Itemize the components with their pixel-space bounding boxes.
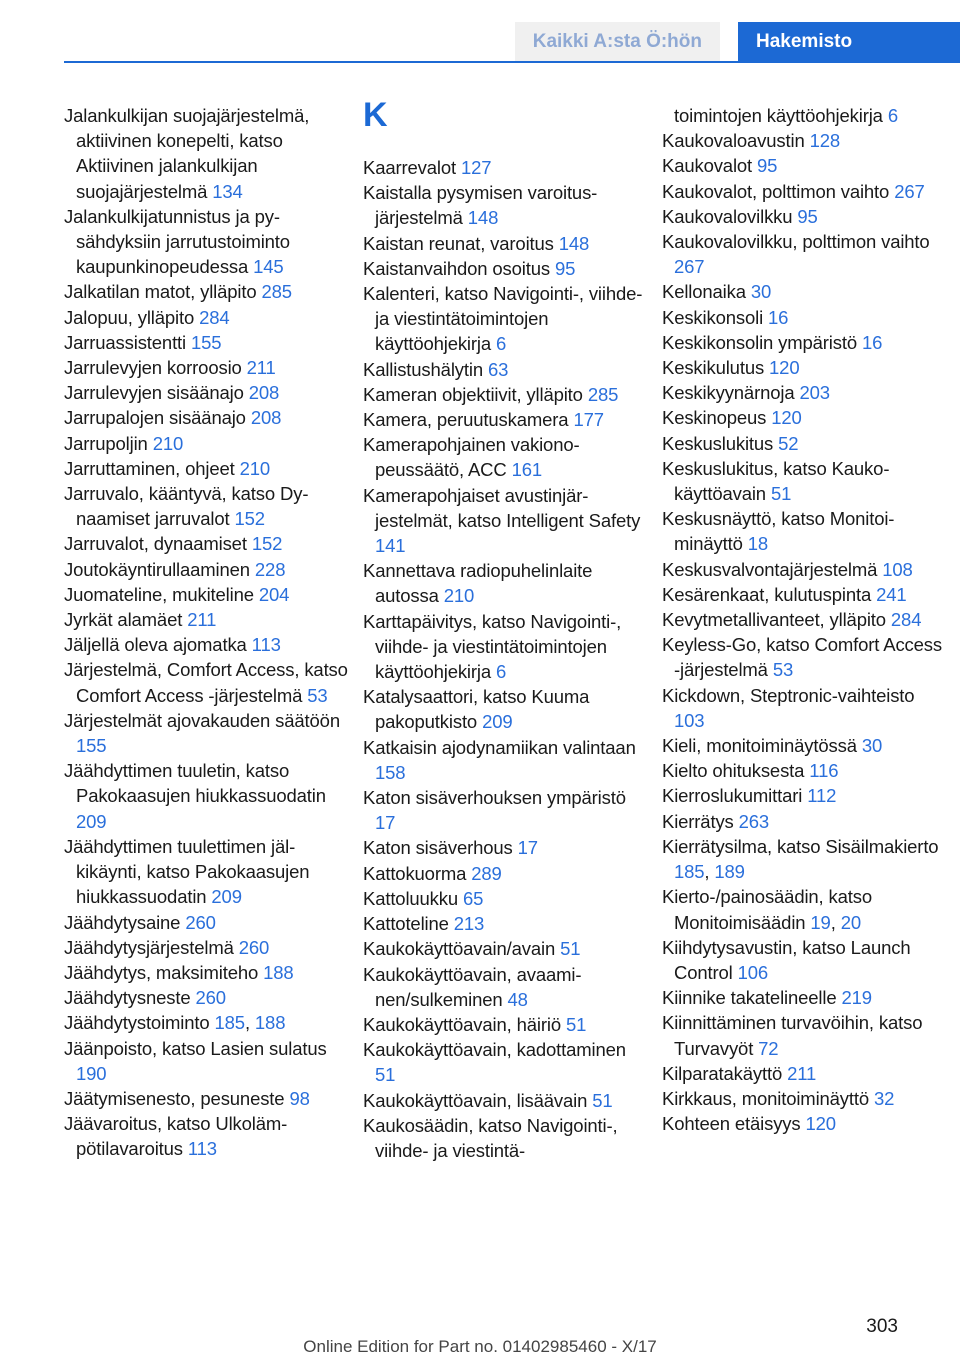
index-entry	[363, 357, 648, 382]
page-reference-link[interactable]: 155	[191, 331, 222, 353]
page-reference-link[interactable]: 284	[199, 306, 230, 328]
index-letter-heading: K	[363, 96, 388, 134]
index-entry-term: Kallistushälytin	[363, 358, 488, 380]
index-entry-term: Jäähdyttimen tuulettimen jälkikäynti, katso Pakokaasujen hiukkassuodatin	[64, 835, 310, 908]
index-entry	[363, 231, 648, 256]
index-entry-term: Jäätymisenesto, pesuneste	[64, 1087, 290, 1109]
index-entry-term: Jarrupoljin	[64, 432, 153, 454]
index-entry-term: Jarruvalot, dynaamiset	[64, 533, 252, 555]
index-entry-term: Jäähdytysneste	[64, 987, 196, 1009]
page-reference-link[interactable]: 208	[250, 407, 282, 429]
index-entry	[662, 456, 947, 506]
page-reference-link[interactable]: 18	[747, 533, 768, 555]
index-entry-term: Kirkkaus, monitoiminäyttö	[662, 1087, 875, 1109]
index-entry-term: Jarrulevyjen sisäänajo	[64, 382, 249, 404]
index-entry-term: Juomateline, mukiteline	[64, 583, 259, 605]
page-reference-link[interactable]: 51	[770, 483, 792, 505]
index-entry	[64, 204, 349, 280]
page-reference-link[interactable]: 188	[263, 961, 294, 983]
page-reference-link[interactable]: 48	[507, 988, 528, 1010]
page-reference-link[interactable]: 211	[187, 609, 217, 631]
page-reference-link[interactable]: 189	[714, 861, 745, 883]
index-entry	[363, 180, 648, 230]
page-reference-link[interactable]: 98	[289, 1087, 310, 1109]
page-reference-link[interactable]: 53	[307, 684, 328, 706]
page-reference-link[interactable]: 204	[258, 583, 290, 605]
index-entry	[64, 279, 349, 304]
index-entry-term: Kaukovaloavustin	[662, 130, 810, 152]
page-reference-link[interactable]: 185	[674, 861, 705, 883]
page-reference-link[interactable]: 161	[511, 459, 543, 481]
page-reference-link[interactable]: 284	[890, 609, 922, 631]
index-entry	[662, 985, 947, 1010]
index-entry	[363, 281, 648, 357]
chapter-tab[interactable]: Kaikki A:sta Ö:hön	[515, 22, 720, 62]
index-entry-term: Jäähdytystoiminto	[64, 1012, 215, 1034]
index-entry	[662, 1111, 947, 1136]
index-entry-term: Kaukovalot, polttimon vaihto	[662, 180, 895, 202]
index-entry-term: Jäähdytysjärjestelmä	[64, 936, 239, 958]
page-reference-link[interactable]: 17	[375, 812, 396, 834]
index-entry	[662, 582, 947, 607]
index-entry	[363, 835, 648, 860]
page-reference-link[interactable]: 185	[214, 1012, 245, 1034]
index-entry	[662, 1086, 947, 1111]
page-reference-link[interactable]: 51	[565, 1013, 587, 1035]
index-entry-term: Kalenteri, katso Navigointi-, viihde- ja viestintätoimintojen käyttöohjekirja	[363, 283, 643, 355]
index-entry	[64, 1111, 349, 1161]
index-entry-term: Kattoluukku	[363, 887, 464, 909]
index-entry-term: Kaukokäyttöavain, lisäävain	[363, 1089, 593, 1111]
index-entry	[64, 834, 349, 910]
index-entry	[64, 632, 349, 657]
index-entry	[363, 861, 648, 886]
index-entry	[64, 103, 349, 204]
index-entry-term: Jyrkät alamäet	[64, 609, 188, 631]
index-entry-term: Jäähdyttimen tuuletin, katso Pakokaasujen hiukkassuodatin	[64, 760, 326, 807]
page-reference-link[interactable]: 148	[467, 207, 499, 229]
index-entry: Kierto-/painosäädin, katso Monitoimisäädin 19, 20	[662, 886, 873, 933]
index-entry	[363, 256, 648, 281]
page-reference-link[interactable]: 6	[887, 105, 898, 126]
index-entry-term: Kaukovalovilkku, polttimon vaihto	[662, 231, 930, 253]
index-entry	[363, 785, 648, 835]
index-entry-term: Jarruvalo, kääntyvä, katso Dynaamiset jarruvalot	[64, 483, 309, 530]
index-entry	[363, 886, 648, 911]
index-entry-term: Katalysaattori, katso Kuuma pakoputkisto	[363, 686, 590, 733]
index-entry-term: Kaistanvaihdon osoitus	[363, 257, 555, 279]
page-reference-link[interactable]: 228	[254, 558, 286, 580]
page-reference-link[interactable]: 209	[482, 711, 513, 733]
index-entry-term: Kiinnike takatelineelle	[662, 987, 842, 1009]
page-reference-link[interactable]: 152	[251, 533, 283, 555]
index-entry-term: Keskuslukitus	[662, 432, 779, 454]
page-reference-link[interactable]: 158	[375, 761, 406, 783]
page-reference-link[interactable]: 203	[799, 382, 830, 404]
index-entry-term: Kaukokäyttöavain, avaaminen/sulkeminen	[363, 963, 582, 1010]
index-entry-term: Keskikyynärnoja	[662, 382, 800, 404]
index-entry-term: Kattoteline	[363, 913, 454, 935]
header-rule	[64, 61, 960, 63]
page-reference-link[interactable]: 188	[254, 1012, 286, 1034]
index-entry-term: Kiihdytysavustin, katso Launch Control	[662, 936, 911, 983]
page-reference-link[interactable]: 95	[797, 205, 818, 227]
page-reference-link[interactable]: 213	[453, 913, 485, 935]
page-reference-link[interactable]: 208	[248, 382, 280, 404]
page-reference-link[interactable]: 155	[76, 735, 107, 757]
index-entry-term: Keskusnäyttö, katso Monitoiminäyttö	[662, 508, 895, 555]
index-entry: Jäähdytystoiminto 185, 188	[64, 1012, 286, 1034]
page-reference-link[interactable]: 72	[758, 1037, 779, 1059]
page-reference-link[interactable]: 103	[674, 709, 705, 731]
page-reference-link[interactable]: 51	[560, 938, 581, 960]
page-reference-link[interactable]: 95	[554, 257, 576, 279]
index-entry	[662, 305, 947, 330]
page-reference-link[interactable]: 209	[211, 886, 242, 908]
page-reference-link[interactable]: 6	[496, 333, 507, 355]
index-entry-term: Keskikonsolin ympäristö	[662, 331, 862, 353]
index-entry	[662, 758, 947, 783]
index-entry-term: toimintojen käyttöohjekirja	[674, 105, 888, 126]
index-entry	[64, 657, 349, 707]
page-reference-link[interactable]: 19	[810, 911, 831, 933]
index-entry-term: Kieli, monitoiminäytössä	[662, 735, 862, 757]
index-entry-term: Kameran objektiivit, ylläpito	[363, 383, 588, 405]
page-reference-link[interactable]: 145	[253, 256, 284, 278]
page-reference-link[interactable]: 95	[757, 155, 778, 177]
index-entry	[662, 128, 947, 153]
index-entry	[662, 431, 947, 456]
index-entry	[363, 483, 648, 559]
index-entry-term: Keskikulutus	[662, 357, 770, 379]
page-reference-link[interactable]: 16	[861, 331, 883, 353]
page-reference-link[interactable]: 127	[460, 157, 492, 178]
page-reference-link[interactable]: 113	[251, 634, 281, 656]
page-reference-link[interactable]: 51	[592, 1089, 613, 1111]
index-entry	[64, 531, 349, 556]
index-entry	[64, 355, 349, 380]
index-entry-term: Kellonaika	[662, 281, 751, 303]
index-entry-term: Kickdown, Steptronic-vaihteisto	[662, 684, 915, 706]
index-entry-term: Jäähdytysaine	[64, 911, 186, 933]
page-reference-link[interactable]: 210	[152, 432, 184, 454]
index-entry	[662, 179, 947, 204]
page-reference-link[interactable]: 260	[185, 911, 216, 933]
page-reference-link[interactable]: 112	[807, 785, 837, 807]
page-reference-link[interactable]: 65	[463, 887, 484, 909]
page-reference-link[interactable]: 211	[787, 1062, 817, 1084]
index-entry	[662, 153, 947, 178]
index-entry	[64, 1086, 349, 1111]
index-entry	[662, 733, 947, 758]
index-entry	[363, 432, 648, 482]
index-entry-term: Kielto ohituksesta	[662, 760, 810, 782]
index-entry-term: Jäävaroitus, katso Ulkolämpötilavaroitus	[64, 1113, 288, 1160]
index-entry-term: Kaukovalot	[662, 155, 758, 177]
page-reference-link[interactable]: 53	[772, 659, 794, 681]
index-entry	[363, 1113, 648, 1163]
page-number: 303	[866, 1316, 898, 1337]
index-entry-term: Kaistan reunat, varoitus	[363, 232, 559, 254]
index-entry	[363, 407, 648, 432]
index-entry-term: Kannettava radiopuhelinlaite autossa	[363, 560, 593, 607]
index-entry	[662, 1010, 947, 1060]
index-entry-term: Jarrulevyjen korroosio	[64, 357, 247, 379]
page-reference-link[interactable]: 32	[874, 1087, 895, 1109]
index-entry	[64, 330, 349, 355]
index-entry	[662, 380, 947, 405]
index-entry-term: Jalkatilan matot, ylläpito	[64, 281, 262, 303]
index-entry	[662, 783, 947, 808]
index-entry-term: Jalopuu, ylläpito	[64, 306, 200, 328]
index-entry-term: Keskinopeus	[662, 407, 772, 429]
page-reference-link[interactable]: 241	[876, 583, 907, 605]
index-entry	[662, 330, 947, 355]
page-reference-link[interactable]: 210	[239, 457, 271, 479]
index-entry	[662, 279, 947, 304]
index-entry-term: Järjestelmä, Comfort Access, katso Comfort Access -järjestelmä	[64, 659, 348, 706]
index-entry-term: Kierrätys	[662, 810, 739, 832]
section-tab[interactable]: Hakemisto	[738, 22, 960, 62]
page-reference-link[interactable]: 177	[573, 409, 604, 431]
index-entry	[662, 809, 947, 834]
index-entry-term: Kierroslukumittari	[662, 785, 808, 807]
page-header	[0, 0, 960, 62]
page-reference-link[interactable]: 285	[587, 383, 619, 405]
page-reference-link[interactable]: 120	[805, 1113, 836, 1135]
page-reference-link[interactable]: 120	[771, 407, 802, 429]
page-reference-link[interactable]: 30	[861, 735, 883, 757]
index-entry	[363, 962, 648, 1012]
page-reference-link[interactable]: 148	[558, 232, 590, 254]
page-reference-link[interactable]: 63	[487, 358, 509, 380]
index-entry	[662, 683, 947, 733]
page-reference-link[interactable]: 260	[238, 936, 270, 958]
index-entry-term: Kaukovalovilkku	[662, 205, 798, 227]
page-reference-link[interactable]: 210	[443, 585, 475, 607]
index-entry	[64, 405, 349, 430]
index-entry-term: Jäähdytys, maksimiteho	[64, 961, 264, 983]
index-entry-term: Kiinnittäminen turvavöihin, katso Turvavyöt	[662, 1012, 923, 1059]
page-reference-link[interactable]: 120	[769, 357, 800, 379]
index-entry-term: Jäljellä oleva ajomatka	[64, 634, 252, 656]
page-reference-link[interactable]: 260	[195, 987, 226, 1009]
index-entry-term: Katon sisäverhouksen ympäristö	[363, 787, 626, 809]
page-reference-link[interactable]: 106	[737, 961, 768, 983]
index-entry-term: Joutokäyntirullaaminen	[64, 558, 255, 580]
index-entry-term: Jäänpoisto, katso Lasien sulatus	[64, 1037, 327, 1059]
index-entry	[363, 1088, 648, 1113]
index-entry-term: Katkaisin ajodynamiikan valintaan	[363, 736, 636, 758]
index-entry-term: Kaukosäädin, katso Navigointi-, viihde- ja viestintä-	[363, 1114, 618, 1161]
index-entry-term: Jarruttaminen, ohjeet	[64, 457, 240, 479]
index-entry	[363, 558, 648, 608]
page-reference-link[interactable]: 219	[841, 987, 872, 1009]
index-entry-term: Keyless-Go, katso Comfort Access -järjestelmä	[662, 634, 942, 681]
page-reference-link[interactable]: 51	[375, 1064, 396, 1086]
index-entry	[64, 1036, 349, 1086]
index-entry	[363, 382, 648, 407]
index-entry	[64, 935, 349, 960]
index-entry	[64, 481, 349, 531]
index-entry	[64, 380, 349, 405]
index-entry-term: Järjestelmät ajovakauden säätöön	[64, 709, 340, 731]
index-entry-term: Keskuslukitus, katso Kaukokäyttöavain	[662, 457, 890, 505]
page-reference-link[interactable]: 209	[76, 810, 107, 832]
page-reference-link[interactable]: 152	[234, 508, 265, 530]
index-entry	[363, 1012, 648, 1037]
page-reference-link[interactable]: 128	[809, 130, 841, 152]
index-column-2	[363, 96, 648, 1163]
index-entry-term: Kamerapohjainen vakionopeussäätö, ACC	[363, 434, 580, 481]
page-reference-link[interactable]: 16	[768, 306, 789, 328]
index-entry	[363, 684, 648, 734]
index-entry	[64, 456, 349, 481]
index-entry-term: Jalankulkijan suojajärjestelmä, aktiivinen konepelti, katso Aktiivinen jalankulkijan suojajärjestelmä	[64, 105, 310, 202]
page-reference-link[interactable]: 289	[471, 862, 502, 884]
index-entry-term: Karttapäivitys, katso Navigointi-, viihde- ja viestintätoimintojen käyttöohjekirja	[363, 610, 622, 683]
index-entry-term: Keskusvalvontajärjestelmä	[662, 558, 883, 580]
page-reference-link[interactable]: 285	[261, 281, 292, 303]
index-column-1	[64, 103, 349, 1162]
index-entry-term: Kaarrevalot	[363, 157, 461, 178]
index-entry	[662, 204, 947, 229]
index-entry	[64, 305, 349, 330]
index-entry-term: Kierto-/painosäädin, katso Monitoimisäädin	[662, 886, 873, 933]
page-reference-link[interactable]: 108	[882, 558, 913, 580]
index-entry-term: Katon sisäverhous	[363, 837, 518, 859]
page-reference-link[interactable]: 116	[809, 760, 839, 782]
index-entry	[363, 735, 648, 785]
page-reference-link[interactable]: 134	[212, 180, 243, 202]
index-entry	[662, 1061, 947, 1086]
index-entry	[363, 1037, 648, 1087]
index-entry: Kierrätysilma, katso Sisäilmakierto 185, 189	[662, 835, 939, 883]
index-entry-term: Jalankulkijatunnistus ja pysähdyksiin jarrutustoiminto kaupunkinopeudessa	[64, 205, 290, 278]
index-entry	[662, 557, 947, 582]
index-entry	[64, 557, 349, 582]
index-entry-term: Kierrätysilma, katso Sisäilmakierto	[662, 835, 939, 857]
page-reference-link[interactable]: 267	[674, 256, 705, 278]
index-entry-term: Kaukokäyttöavain, häiriö	[363, 1013, 566, 1035]
index-entry	[662, 103, 947, 128]
index-entry	[64, 431, 349, 456]
index-entry-term: Kamerapohjaiset avustinjärjestelmät, katso Intelligent Safety	[363, 484, 641, 531]
index-column-3	[662, 103, 947, 1136]
edition-footer: Online Edition for Part no. 01402985460 - X/17	[303, 1337, 657, 1356]
index-entry-term: Kattokuorma	[363, 862, 472, 884]
page-reference-link[interactable]: 20	[840, 911, 861, 933]
index-entry-term: Kohteen etäisyys	[662, 1113, 806, 1135]
page-reference-link[interactable]: 141	[375, 535, 406, 557]
index-entry	[662, 607, 947, 632]
page-reference-link[interactable]: 113	[187, 1138, 217, 1160]
page-reference-link[interactable]: 17	[517, 837, 538, 859]
index-entry-term: Keskikonsoli	[662, 306, 769, 328]
index-entry	[363, 155, 648, 180]
index-entry	[64, 985, 349, 1010]
page-reference-link[interactable]: 211	[246, 357, 276, 379]
index-entry	[662, 506, 947, 556]
index-entry-term: Jarrupalojen sisäänajo	[64, 407, 251, 429]
index-entry	[363, 936, 648, 961]
index-entry	[64, 758, 349, 834]
index-entry	[64, 960, 349, 985]
page-reference-link[interactable]: 190	[76, 1062, 107, 1084]
index-entry	[64, 708, 349, 758]
page-reference-link[interactable]: 6	[496, 661, 507, 683]
index-entry	[662, 405, 947, 430]
index-entry-term: Jarruassistentti	[64, 331, 191, 353]
index-entry-term: Kamera, peruutuskamera	[363, 409, 574, 431]
index-entry	[662, 355, 947, 380]
index-entry-term: Kevytmetallivanteet, ylläpito	[662, 609, 891, 631]
index-entry	[363, 911, 648, 936]
index-entry-term: Kaistalla pysymisen varoitusjärjestelmä	[363, 182, 598, 229]
index-entry	[662, 935, 947, 985]
index-entry	[64, 910, 349, 935]
index-entry-term: Kaukokäyttöavain/avain	[363, 938, 561, 960]
index-entry	[662, 229, 947, 279]
index-entry	[662, 632, 947, 682]
index-entry	[363, 609, 648, 685]
page-reference-link[interactable]: 267	[894, 180, 925, 202]
page-reference-link[interactable]: 52	[778, 432, 799, 454]
page-reference-link[interactable]: 30	[750, 281, 772, 303]
index-entry	[64, 607, 349, 632]
page-reference-link[interactable]: 263	[738, 810, 770, 832]
index-entry-term: Kilparatakäyttö	[662, 1062, 788, 1084]
index-entry-term: Kesärenkaat, kulutuspinta	[662, 583, 877, 605]
index-entry	[64, 582, 349, 607]
index-entry-term: Kaukokäyttöavain, kadottaminen	[363, 1039, 626, 1061]
